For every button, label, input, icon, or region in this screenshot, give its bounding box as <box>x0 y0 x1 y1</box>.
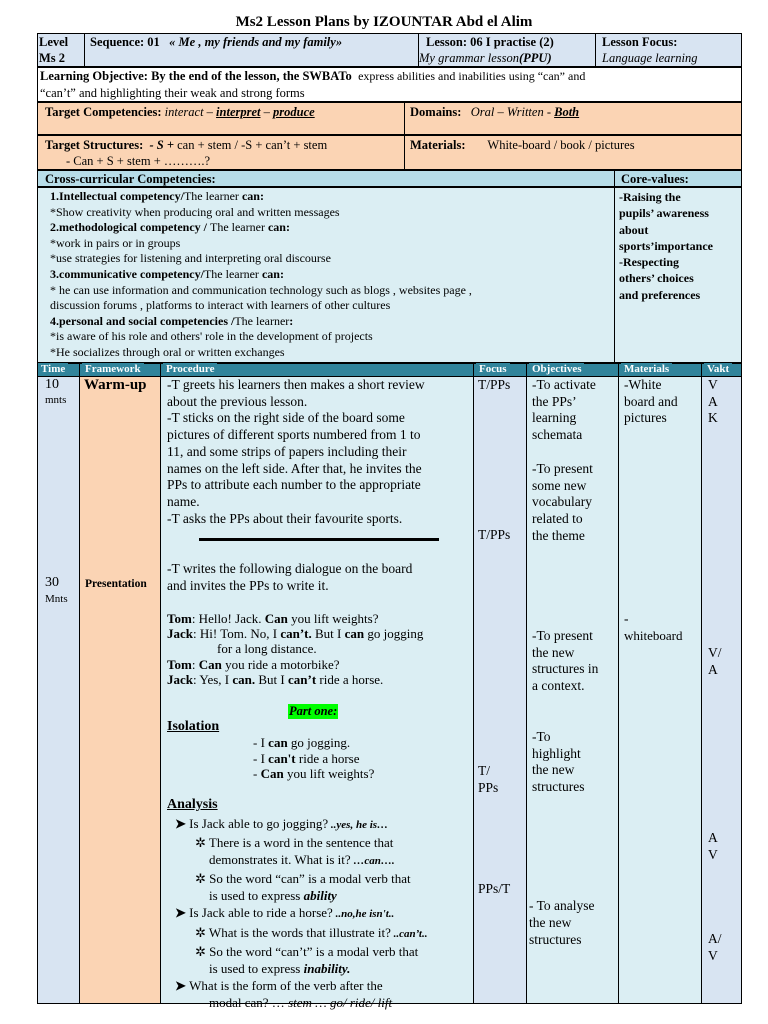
analysis-item <box>175 924 472 943</box>
analysis-item <box>175 834 472 851</box>
competency-line <box>50 329 610 345</box>
dialogue-text: you lift weights? <box>287 611 379 626</box>
objective-line: -To <box>532 729 551 744</box>
analysis-item <box>175 960 472 977</box>
competency-line <box>50 267 610 283</box>
analysis-answer: inability. <box>303 960 351 976</box>
dialogue-text: : Hello! Jack. <box>191 611 265 626</box>
modal-word: can <box>268 735 288 750</box>
objective-line: vocabulary <box>532 494 592 510</box>
target-structures-line2: - Can + S + stem + ……….? <box>66 154 211 168</box>
isolation-item <box>253 735 468 751</box>
objective-line: the theme <box>532 527 585 543</box>
analysis-text: demonstrates it. What is it? <box>209 852 351 868</box>
cross-competency-list <box>50 189 610 361</box>
analysis-answer: …can…. <box>350 855 395 868</box>
analysis-text: There is a word in the sentence that <box>208 835 394 851</box>
page-title: Ms2 Lesson Plans by IZOUNTAR Abd el Alim <box>235 14 533 30</box>
focus-1: T/PPs <box>478 377 511 392</box>
time-warmup: 10 <box>45 377 59 392</box>
level-value: Ms 2 <box>39 51 66 65</box>
th-procedure: Procedure <box>163 363 217 376</box>
modal-word: can’t <box>288 671 317 687</box>
iso-text: go jogging. <box>287 735 351 750</box>
dialogue <box>167 611 471 687</box>
procedure-line: pictures of different sports numbered from 1 to <box>167 427 421 443</box>
framework-presentation: Presentation <box>85 578 147 590</box>
procedure-line: -T writes the following dialogue on the board <box>167 561 413 576</box>
materials-dash: - <box>624 611 629 626</box>
competency-can: can: <box>267 220 290 235</box>
th-objectives: Objectives <box>529 363 584 376</box>
speaker-name: Tom <box>167 656 192 672</box>
competency-can: can: <box>261 266 284 281</box>
part-one-label: Part one: <box>289 704 338 718</box>
analysis-item <box>175 851 472 870</box>
focus-3a: T/ <box>478 763 490 778</box>
objective-line: the PPs’ <box>532 393 577 409</box>
analysis-item <box>175 977 472 994</box>
objective-line: learning <box>532 410 577 426</box>
core-value-line: and preferences <box>619 287 701 302</box>
arrow-icon: ➤ <box>175 816 190 831</box>
iso-text: - I <box>253 735 269 750</box>
competency-text: *use strategies for listening and interpreting oral discourse <box>50 251 331 266</box>
dialogue-text: go jogging <box>367 626 424 642</box>
competency-text: The learner <box>209 220 268 235</box>
core-value-line: sports’importance <box>619 238 713 253</box>
analysis-text: What is the words that illustrate it? <box>208 924 391 940</box>
objective-line: related to <box>532 511 583 527</box>
dialogue-text: you ride a motorbike? <box>221 656 340 672</box>
procedure-line: -T greets his learners then makes a short review <box>167 377 425 392</box>
procedure-line: and invites the PPs to write it. <box>167 577 329 593</box>
materials-header: Materials: White-board / book / pictures <box>410 138 635 152</box>
objective-line: -To activate <box>532 377 596 392</box>
modal-word: Can <box>198 656 222 672</box>
analysis-heading: Analysis <box>167 797 218 812</box>
dialogue-line <box>167 641 471 656</box>
analysis-item <box>175 870 472 887</box>
vakt-analysis-2: A/ V <box>708 931 722 963</box>
competency-line <box>50 205 610 221</box>
procedure-line: 11, and some strips of papers including their <box>167 443 407 459</box>
isolation-item <box>253 751 468 767</box>
objective-line: structures <box>532 779 585 795</box>
speaker-name: Jack <box>167 626 193 642</box>
objective-line: structures in <box>532 661 599 677</box>
analysis-text: What is the form of the verb after the <box>189 977 383 993</box>
procedure-line: about the previous lesson. <box>167 393 308 409</box>
analysis-text: modal can? … <box>209 994 289 1010</box>
core-value-line: pupils’ awareness <box>619 206 709 221</box>
time-warmup-unit: mnts <box>45 394 67 406</box>
objective-line2: “can’t” and highlighting their weak and strong forms <box>40 86 305 100</box>
objective-activate <box>532 377 596 444</box>
analysis-text: Is Jack able to ride a horse? <box>189 905 333 921</box>
competency-line <box>50 283 610 299</box>
core-values-label: Core-values: <box>621 172 689 186</box>
objective-highlight <box>532 729 584 796</box>
th-framework: Framework <box>82 363 144 376</box>
competency-text: The learner <box>203 266 262 281</box>
th-vakt: Vakt <box>704 363 732 376</box>
procedure-line: -T sticks on the right side of the board some <box>167 410 405 426</box>
dialogue-line <box>167 672 471 687</box>
dialogue-text: But I <box>311 626 342 642</box>
analysis-answer: ability <box>303 888 337 904</box>
objective-present-structures <box>532 628 598 695</box>
focus-label: Lesson Focus: <box>602 35 678 49</box>
competency-title: 3.communicative competency/ <box>50 266 204 281</box>
time-presentation-unit: Mnts <box>45 593 68 605</box>
procedure-warmup <box>167 377 471 527</box>
lesson-label: Lesson: 06 I practise (2) <box>426 35 554 49</box>
level-label: Level <box>39 35 69 49</box>
vakt-analysis-1: A V <box>708 830 718 862</box>
competency-line <box>50 189 610 205</box>
analysis-text: So the word “can” is a modal verb that <box>209 871 411 887</box>
analysis-text: So the word “can’t” is a modal verb that <box>209 943 419 959</box>
procedure-line: names on the left side. After that, he invites the <box>167 460 422 476</box>
materials-whiteboard: whiteboard <box>624 628 683 643</box>
dialogue-line <box>167 626 471 641</box>
competency-can: can: <box>241 189 264 203</box>
target-competencies: Target Competencies: interact – interpret – produce <box>45 105 315 119</box>
core-value-line: -Respecting <box>619 255 679 270</box>
competency-text: *work in pairs or in groups <box>50 235 181 250</box>
lesson-sub: My grammar lesson(PPU) <box>419 51 552 65</box>
focus-2: T/PPs <box>478 527 511 542</box>
procedure-line: name. <box>167 493 200 509</box>
core-values-list <box>619 189 739 303</box>
focus-4: PPs/T <box>478 881 511 896</box>
speaker-name: Tom <box>167 611 192 626</box>
target-structures: Target Structures: - S + can + stem / -S + can’t + stem <box>45 138 328 152</box>
asterisk-icon: ✲ <box>195 835 209 851</box>
isolation-heading: Isolation <box>167 719 220 734</box>
core-value-line: others’ choices <box>619 271 694 286</box>
competency-text: The learner <box>234 313 290 328</box>
th-time: Time <box>38 363 68 376</box>
dialogue-text: for a long distance. <box>217 641 317 657</box>
vakt-presentation: V/ A <box>708 645 722 677</box>
competency-title: 4.personal and social competencies / <box>50 313 235 328</box>
analysis-item <box>175 943 472 960</box>
analysis-text: is used to express <box>209 888 304 904</box>
asterisk-icon: ✲ <box>195 871 210 887</box>
isolation-item <box>253 766 468 782</box>
material-line: pictures <box>624 410 667 426</box>
iso-text: - <box>253 766 261 782</box>
time-presentation: 30 <box>45 575 59 590</box>
objective-line: the new <box>532 644 575 660</box>
competency-text: discussion forums , platforms to interact with learners of other cultures <box>50 298 391 313</box>
objective-line: highlight <box>532 745 581 761</box>
procedure-line: -T asks the PPs about their favourite sports. <box>167 510 403 526</box>
separator-line <box>199 538 439 541</box>
analysis-answer: ..can’t.. <box>390 927 428 940</box>
modal-word: can’t. <box>280 626 312 642</box>
modal-word: Can <box>264 611 288 626</box>
competency-text: *Show creativity when producing oral and written messages <box>50 204 340 219</box>
iso-text: - I <box>253 750 269 766</box>
competency-can: : <box>289 313 294 328</box>
core-value-line: -Raising the <box>619 190 681 204</box>
analysis-item <box>175 994 472 1011</box>
competency-text: The learner <box>183 189 242 203</box>
dialogue-text: But I <box>255 671 285 687</box>
analysis-answer: ..yes, he is… <box>328 819 389 831</box>
analysis-answer: stem … go/ ride/ lift <box>288 994 393 1010</box>
dialogue-text: : <box>191 656 199 672</box>
objective-line1: Learning Objective: By the end of the lesson, the SWBATo express abilities and inabilities using “can” and <box>40 69 586 83</box>
competency-text: *is aware of his role and others' role in the development of projects <box>50 329 373 344</box>
dialogue-line <box>167 611 471 626</box>
objective-line: -To present <box>532 628 593 643</box>
domains: Domains: Oral – Written - Both <box>410 105 580 119</box>
asterisk-icon: ✲ <box>195 943 210 959</box>
objective-line: structures <box>529 932 582 947</box>
objective-line: the new <box>529 915 572 930</box>
analysis-item <box>175 887 472 904</box>
materials-warmup <box>624 377 678 427</box>
analysis-text: Is Jack able to go jogging? <box>189 816 329 831</box>
competency-line <box>50 314 610 330</box>
dialogue-text: : Yes, I <box>193 671 233 687</box>
competency-text: *He socializes through oral or written exchanges <box>50 344 285 359</box>
objective-analyse <box>529 897 595 948</box>
objective-vocabulary <box>532 461 593 545</box>
dialogue-text: : Hi! Tom. No, I <box>193 626 281 642</box>
dialogue-line <box>167 657 471 672</box>
cross-label: Cross-curricular Competencies: <box>45 172 216 186</box>
vakt-warmup: V A K <box>708 377 718 426</box>
iso-text: you lift weights? <box>283 766 375 782</box>
analysis-answer: ..no,he isn't.. <box>332 908 395 921</box>
material-line: -White <box>624 377 662 392</box>
arrow-icon: ➤ <box>175 905 190 921</box>
objective-line: some new <box>532 477 587 493</box>
material-line: board and <box>624 393 678 409</box>
sequence: Sequence: 01 « Me , my friends and my family» <box>90 35 343 49</box>
objective-line: schemata <box>532 427 583 443</box>
competency-title: 1.Intellectual competency/ <box>50 189 184 203</box>
competency-line <box>50 236 610 252</box>
th-focus: Focus <box>476 363 510 376</box>
objective-line: -To present <box>532 461 593 476</box>
asterisk-icon: ✲ <box>195 924 209 940</box>
iso-text: ride a horse <box>295 750 360 766</box>
competency-line <box>50 220 610 236</box>
competency-title: 2.methodological competency / <box>50 220 210 235</box>
framework-warmup: Warm-up <box>84 377 147 393</box>
analysis-list <box>175 815 472 1011</box>
isolation-list <box>253 735 468 782</box>
arrow-icon: ➤ <box>175 977 190 993</box>
modal-word: can't <box>268 750 296 766</box>
dialogue-text: ride a horse. <box>319 671 384 687</box>
objective-line: - To analyse <box>529 898 595 913</box>
focus-value: Language learning <box>602 51 698 65</box>
competency-line <box>50 345 610 361</box>
procedure-line: PPs to attribute each number to the appropriate <box>167 477 421 493</box>
analysis-item <box>175 815 472 834</box>
modal-word: can <box>344 626 365 642</box>
procedure-presentation <box>167 561 471 594</box>
focus-3b: PPs <box>478 780 499 795</box>
objective-line: the new <box>532 762 575 778</box>
competency-line <box>50 298 610 314</box>
analysis-text: is used to express <box>209 960 304 976</box>
objective-line: a context. <box>532 678 585 694</box>
speaker-name: Jack <box>167 671 193 687</box>
competency-line <box>50 251 610 267</box>
core-value-line: about <box>619 222 649 237</box>
analysis-item <box>175 904 472 923</box>
th-materials: Materials <box>621 363 672 376</box>
modal-word: Can <box>260 766 284 782</box>
competency-text: * he can use information and communication technology such as blogs , websites page , <box>50 282 472 297</box>
modal-word: can. <box>232 671 256 687</box>
